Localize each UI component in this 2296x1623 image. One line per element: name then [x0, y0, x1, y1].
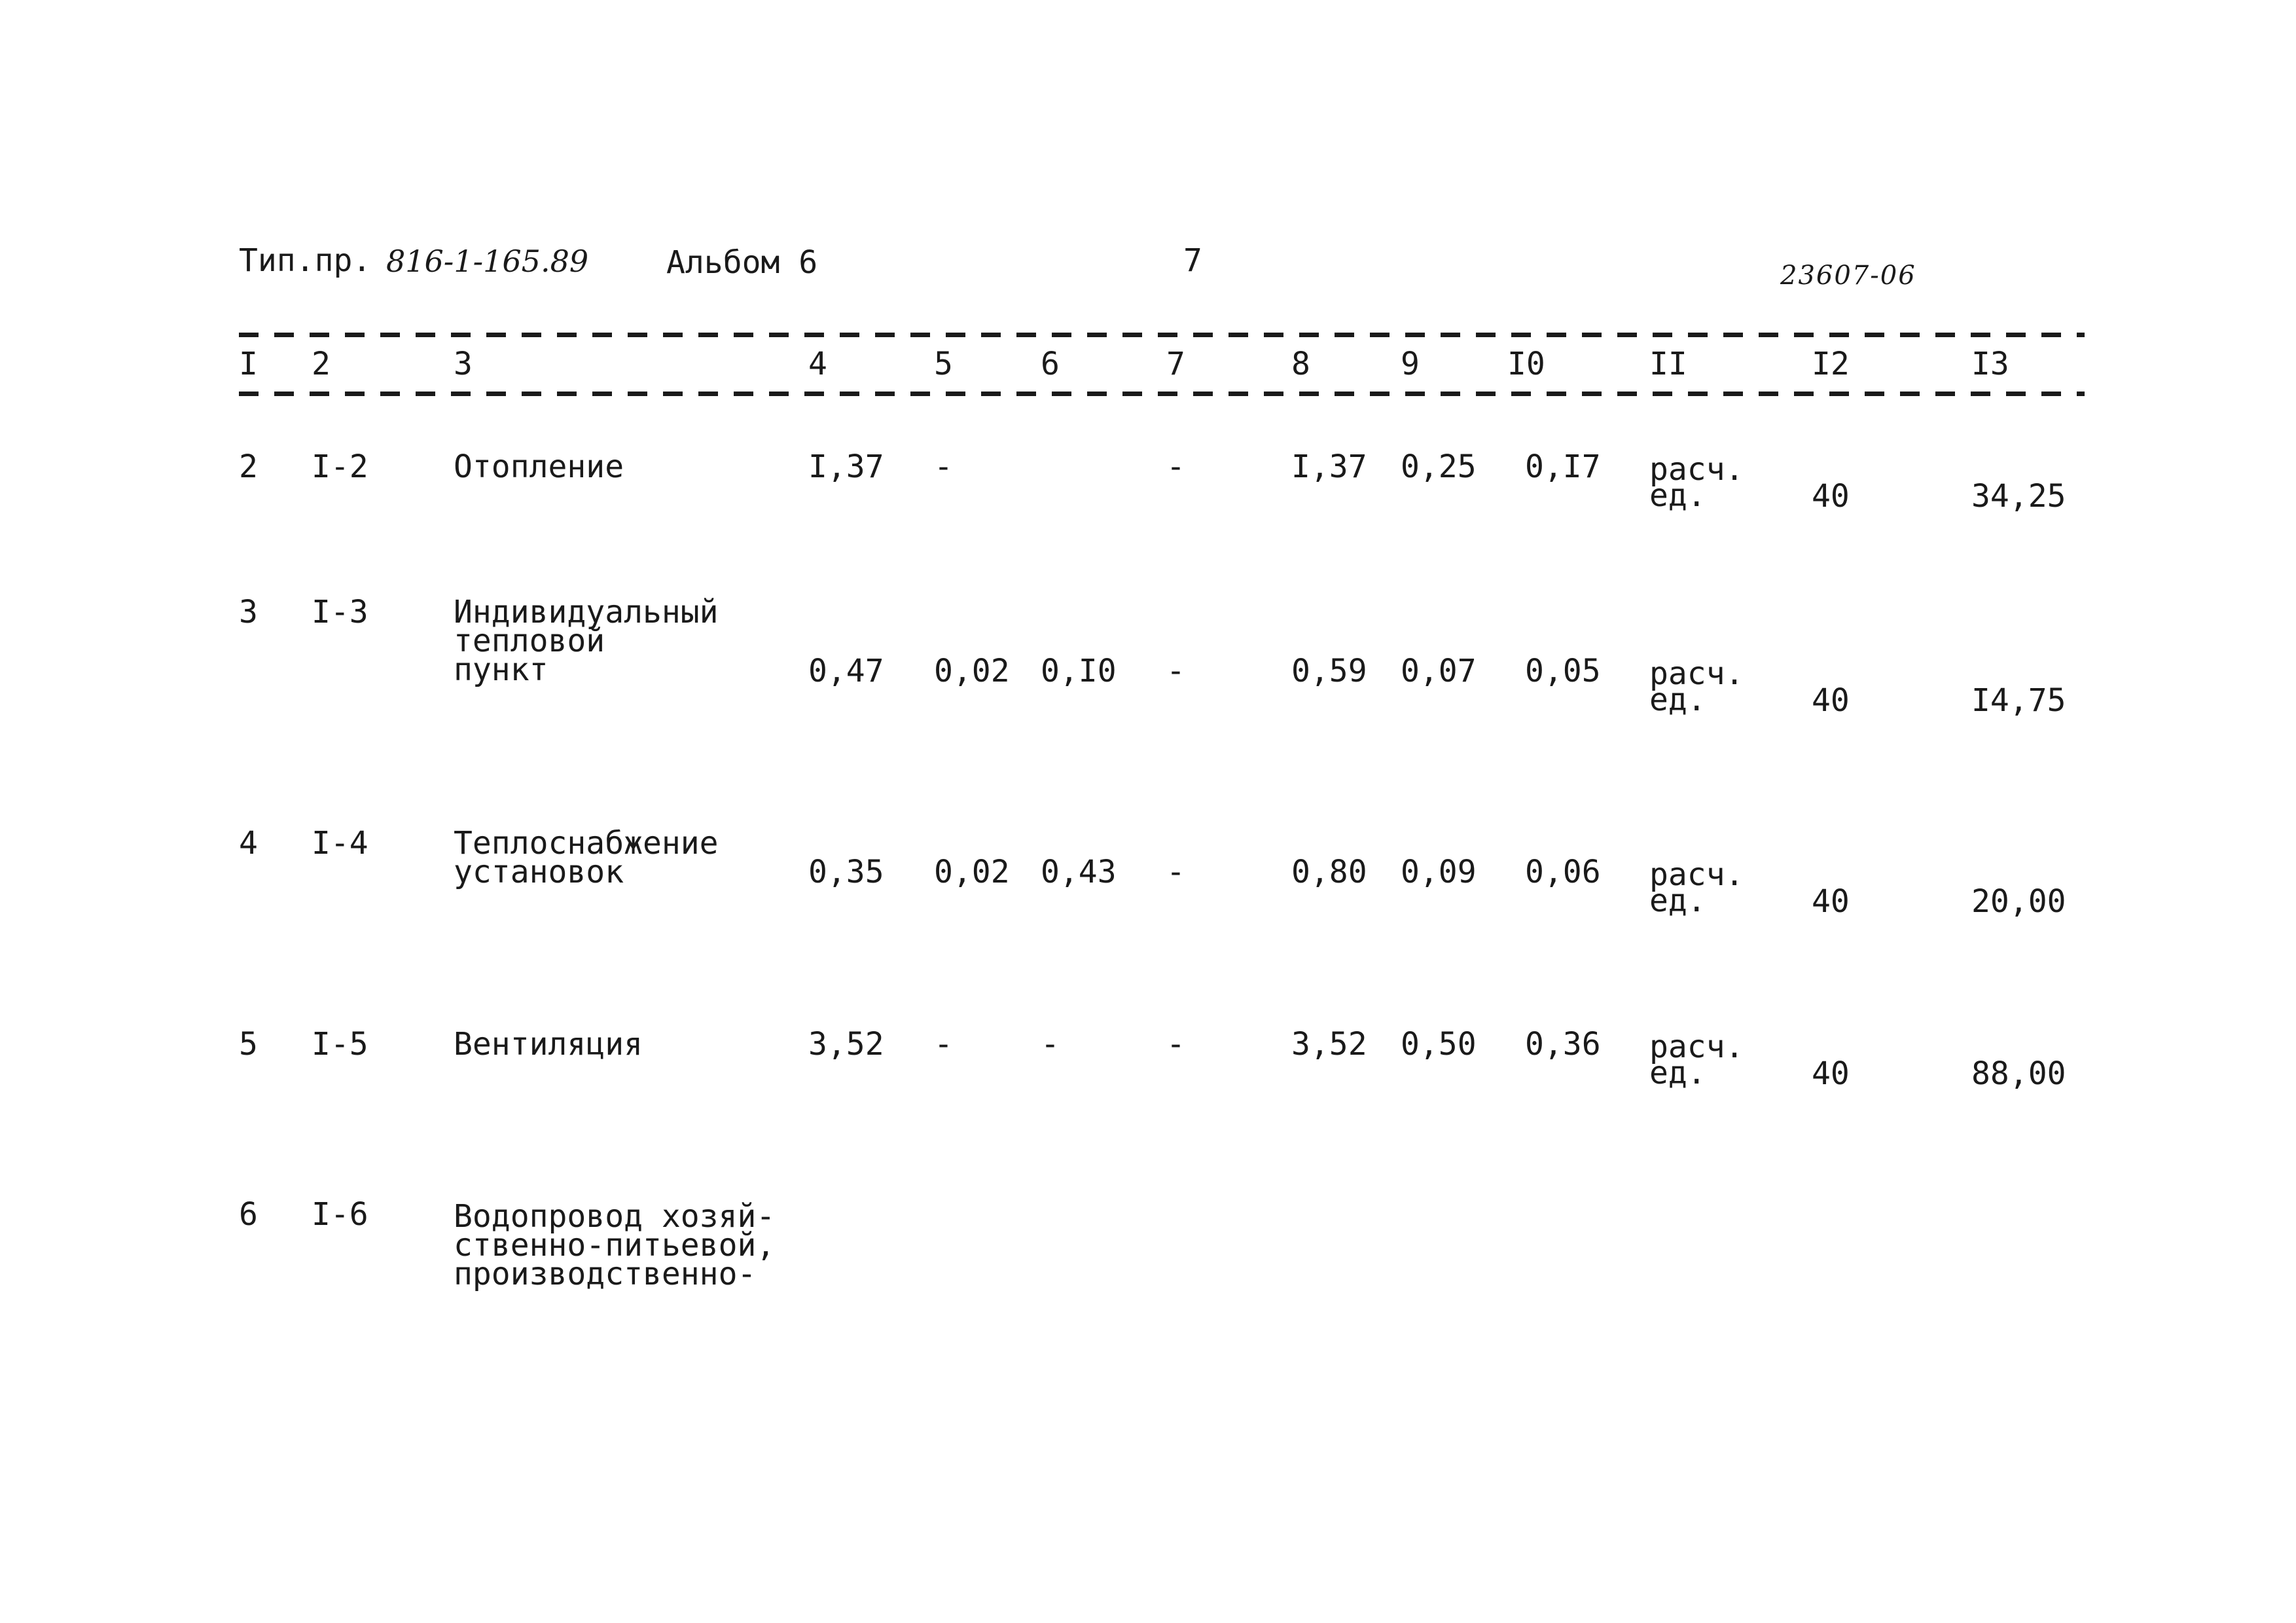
row-name-line: Отопление — [454, 448, 624, 485]
row-number: 6 — [239, 1196, 258, 1233]
unit-line: расч. — [1649, 655, 1744, 692]
cell-col9: 0,25 — [1401, 448, 1477, 485]
cell-col7: - — [1166, 1026, 1185, 1063]
unit-line: расч. — [1649, 451, 1744, 488]
cell-col10: 0,06 — [1525, 854, 1601, 890]
row-code: I-5 — [312, 1026, 368, 1063]
column-header: 5 — [934, 346, 953, 382]
row-name-line: установок — [454, 854, 624, 890]
header-bottom-rule — [239, 392, 2085, 396]
cell-col5: - — [934, 448, 953, 485]
cell-col4: I,37 — [808, 448, 884, 485]
cell-col6: - — [1041, 1026, 1060, 1063]
header-top-rule — [239, 333, 2085, 337]
row-name-line: тепловой — [454, 623, 605, 659]
cell-col9: 0,07 — [1401, 653, 1477, 689]
row-name-line: Водопровод хозяй- — [454, 1198, 776, 1235]
document-code: 23607-06 — [1780, 261, 1916, 291]
row-number: 2 — [239, 448, 258, 485]
cell-col7: - — [1166, 448, 1185, 485]
cell-col8: I,37 — [1291, 448, 1367, 485]
cell-col12: 40 — [1812, 682, 1850, 719]
column-header: I3 — [1971, 346, 2009, 382]
cell-col8: 0,59 — [1291, 653, 1367, 689]
unit-line: ед. — [1649, 477, 1706, 514]
row-code: I-3 — [312, 594, 368, 630]
column-header: 8 — [1291, 346, 1310, 382]
cell-col13: 88,00 — [1971, 1055, 2066, 1092]
cell-col12: 40 — [1812, 1055, 1850, 1092]
project-number: 816-1-165.89 — [386, 244, 589, 279]
column-header: II — [1649, 346, 1687, 382]
row-name-line: ственно-питьевой, — [454, 1227, 776, 1264]
cell-col10: 0,I7 — [1525, 448, 1601, 485]
row-name-line: производственно- — [454, 1256, 757, 1292]
cell-col12: 40 — [1812, 883, 1850, 920]
column-header: 9 — [1401, 346, 1420, 382]
cell-col5: 0,02 — [934, 653, 1010, 689]
cell-col10: 0,36 — [1525, 1026, 1601, 1063]
cell-col7: - — [1166, 854, 1185, 890]
header-prefix: Тип.пр. — [239, 242, 372, 279]
row-name-line: Теплоснабжение — [454, 825, 719, 862]
cell-col8: 3,52 — [1291, 1026, 1367, 1063]
row-code: I-2 — [312, 448, 368, 485]
row-number: 5 — [239, 1026, 258, 1063]
row-name-line: Индивидуальный — [454, 594, 719, 630]
unit-line: ед. — [1649, 1055, 1706, 1091]
row-name-line: Вентиляция — [454, 1026, 643, 1063]
cell-col13: 20,00 — [1971, 883, 2066, 920]
cell-col7: - — [1166, 653, 1185, 689]
row-name-line: пункт — [454, 651, 548, 688]
column-header: 4 — [808, 346, 827, 382]
column-header: I — [239, 346, 258, 382]
cell-col8: 0,80 — [1291, 854, 1367, 890]
cell-col10: 0,05 — [1525, 653, 1601, 689]
row-code: I-6 — [312, 1196, 368, 1233]
column-header: 2 — [312, 346, 331, 382]
column-header: 6 — [1041, 346, 1060, 382]
cell-col4: 0,35 — [808, 854, 884, 890]
cell-col6: 0,I0 — [1041, 653, 1117, 689]
cell-col4: 3,52 — [808, 1026, 884, 1063]
cell-col5: 0,02 — [934, 854, 1010, 890]
cell-col5: - — [934, 1026, 953, 1063]
column-header: I0 — [1507, 346, 1545, 382]
column-header: 3 — [454, 346, 473, 382]
row-number: 3 — [239, 594, 258, 630]
unit-line: ед. — [1649, 682, 1706, 718]
cell-col13: 34,25 — [1971, 478, 2066, 515]
album-label: Альбом 6 — [666, 244, 818, 281]
column-header: I2 — [1812, 346, 1850, 382]
cell-col4: 0,47 — [808, 653, 884, 689]
page-number: 7 — [1183, 242, 1202, 279]
cell-col6: 0,43 — [1041, 854, 1117, 890]
cell-col9: 0,09 — [1401, 854, 1477, 890]
cell-col13: I4,75 — [1971, 682, 2066, 719]
row-number: 4 — [239, 825, 258, 862]
unit-line: расч. — [1649, 1029, 1744, 1065]
unit-line: ед. — [1649, 883, 1706, 919]
cell-col12: 40 — [1812, 478, 1850, 515]
unit-line: расч. — [1649, 856, 1744, 893]
column-header: 7 — [1166, 346, 1185, 382]
row-code: I-4 — [312, 825, 368, 862]
cell-col9: 0,50 — [1401, 1026, 1477, 1063]
